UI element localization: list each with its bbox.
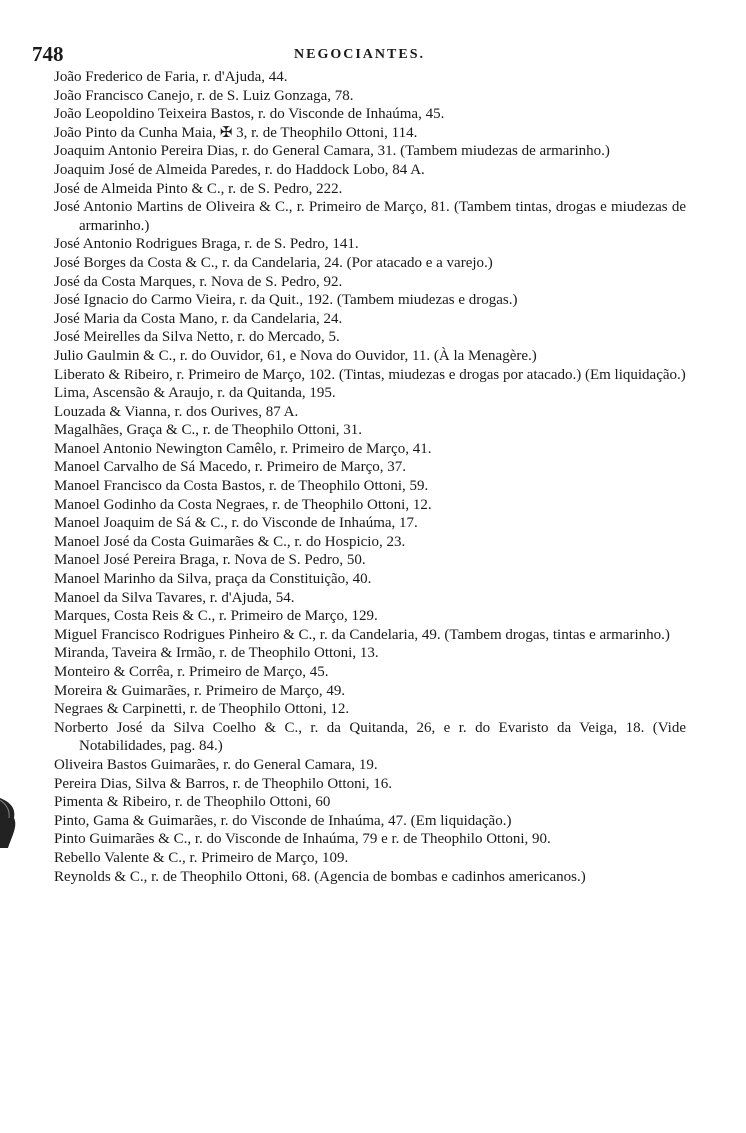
directory-entry: Joaquim José de Almeida Paredes, r. do Haddock Lobo, 84 A. bbox=[54, 161, 425, 178]
page-tear-mark bbox=[0, 798, 22, 848]
page-header bbox=[32, 42, 687, 68]
directory-entry: José Borges da Costa & C., r. da Candelaria, 24. (Por atacado e a varejo.) bbox=[54, 254, 493, 271]
directory-entry: Manoel Joaquim de Sá & C., r. do Visconde de Inhaúma, 17. bbox=[54, 515, 418, 532]
directory-entry: Louzada & Vianna, r. dos Ourives, 87 A. bbox=[54, 403, 299, 420]
directory-entry: José Antonio Rodrigues Braga, r. de S. Pedro, 141. bbox=[54, 236, 359, 253]
directory-entry: Marques, Costa Reis & C., r. Primeiro de Março, 129. bbox=[54, 608, 378, 625]
directory-entry: Manoel Marinho da Silva, praça da Constituição, 40. bbox=[54, 571, 372, 588]
directory-list bbox=[54, 68, 686, 886]
directory-entry: José de Almeida Pinto & C., r. de S. Pedro, 222. bbox=[54, 180, 343, 197]
directory-entry: Joaquim Antonio Pereira Dias, r. do General Camara, 31. (Tambem miudezas de armarinho.) bbox=[54, 143, 610, 160]
directory-entry: Manoel José Pereira Braga, r. Nova de S. Pedro, 50. bbox=[54, 552, 366, 569]
directory-entry: Manoel Carvalho de Sá Macedo, r. Primeiro de Março, 37. bbox=[54, 459, 406, 476]
directory-entry: Manoel José da Costa Guimarães & C., r. do Hospicio, 23. bbox=[54, 533, 406, 550]
directory-entry: Miranda, Taveira & Irmão, r. de Theophilo Ottoni, 13. bbox=[54, 645, 379, 662]
directory-entry: José Maria da Costa Mano, r. da Candelaria, 24. bbox=[54, 310, 343, 327]
directory-entry: Norberto José da Silva Coelho & C., r. da Quitanda, 26, e r. do Evaristo da Veiga, 18. (Vide Notabilidades, pag. 84.) bbox=[54, 719, 686, 755]
directory-entry: Monteiro & Corrêa, r. Primeiro de Março, 45. bbox=[54, 664, 329, 680]
directory-entry: Pinto, Gama & Guimarães, r. do Visconde de Inhaúma, 47. (Em liquidação.) bbox=[54, 812, 512, 829]
directory-entry: Reynolds & C., r. de Theophilo Ottoni, 68. (Agencia de bombas e cadinhos americanos.) bbox=[54, 868, 586, 885]
directory-entry: Pinto Guimarães & C., r. do Visconde de Inhaúma, 79 e r. de Theophilo Ottoni, 90. bbox=[54, 831, 551, 848]
directory-entry: Negraes & Carpinetti, r. de Theophilo Ottoni, 12. bbox=[54, 701, 350, 718]
directory-entry: Manoel Antonio Newington Camêlo, r. Primeiro de Março, 41. bbox=[54, 440, 432, 457]
directory-entry: João Frederico de Faria, r. d'Ajuda, 44. bbox=[54, 69, 288, 85]
directory-entry: João Leopoldino Teixeira Bastos, r. do Visconde de Inhaúma, 45. bbox=[54, 106, 445, 123]
directory-entry: Pimenta & Ribeiro, r. de Theophilo Ottoni, 60 bbox=[54, 794, 331, 811]
directory-entry: Pereira Dias, Silva & Barros, r. de Theophilo Ottoni, 16. bbox=[54, 775, 393, 792]
directory-entry: Liberato & Ribeiro, r. Primeiro de Março, 102. (Tintas, miudezas e drogas por atacado.) (Em liquidação.) bbox=[54, 366, 686, 383]
directory-entry: Manoel Francisco da Costa Bastos, r. de Theophilo Ottoni, 59. bbox=[54, 478, 429, 495]
directory-entry: José da Costa Marques, r. Nova de S. Pedro, 92. bbox=[54, 273, 343, 290]
directory-entry: Miguel Francisco Rodrigues Pinheiro & C., r. da Candelaria, 49. (Tambem drogas, tintas e armarinho.) bbox=[54, 626, 670, 643]
directory-entry: Oliveira Bastos Guimarães, r. do General Camara, 19. bbox=[54, 756, 378, 773]
directory-entry: Manoel da Silva Tavares, r. d'Ajuda, 54. bbox=[54, 589, 295, 606]
directory-entry: Rebello Valente & C., r. Primeiro de Março, 109. bbox=[54, 849, 349, 866]
directory-entry: Manoel Godinho da Costa Negraes, r. de Theophilo Ottoni, 12. bbox=[54, 496, 432, 513]
directory-entry: Julio Gaulmin & C., r. do Ouvidor, 61, e Nova do Ouvidor, 11. (À la Menagère.) bbox=[54, 347, 537, 364]
running-title: NEGOCIANTES. bbox=[294, 47, 425, 62]
directory-entry: José Ignacio do Carmo Vieira, r. da Quit., 192. (Tambem miudezas e drogas.) bbox=[54, 292, 518, 309]
directory-entry: João Francisco Canejo, r. de S. Luiz Gonzaga, 78. bbox=[54, 87, 354, 104]
page-number: 748 bbox=[32, 42, 64, 66]
directory-entry: João Pinto da Cunha Maia, ✠ 3, r. de Theophilo Ottoni, 114. bbox=[54, 124, 418, 141]
directory-entry: Moreira & Guimarães, r. Primeiro de Março, 49. bbox=[54, 682, 346, 699]
directory-entry: José Meirelles da Silva Netto, r. do Mercado, 5. bbox=[54, 329, 340, 346]
directory-entry: Lima, Ascensão & Araujo, r. da Quitanda, 195. bbox=[54, 385, 336, 402]
directory-entry: José Antonio Martins de Oliveira & C., r. Primeiro de Março, 81. (Tambem tintas, drogas e miudezas de armarinho.) bbox=[54, 199, 686, 234]
directory-entry: Magalhães, Graça & C., r. de Theophilo Ottoni, 31. bbox=[54, 422, 362, 439]
